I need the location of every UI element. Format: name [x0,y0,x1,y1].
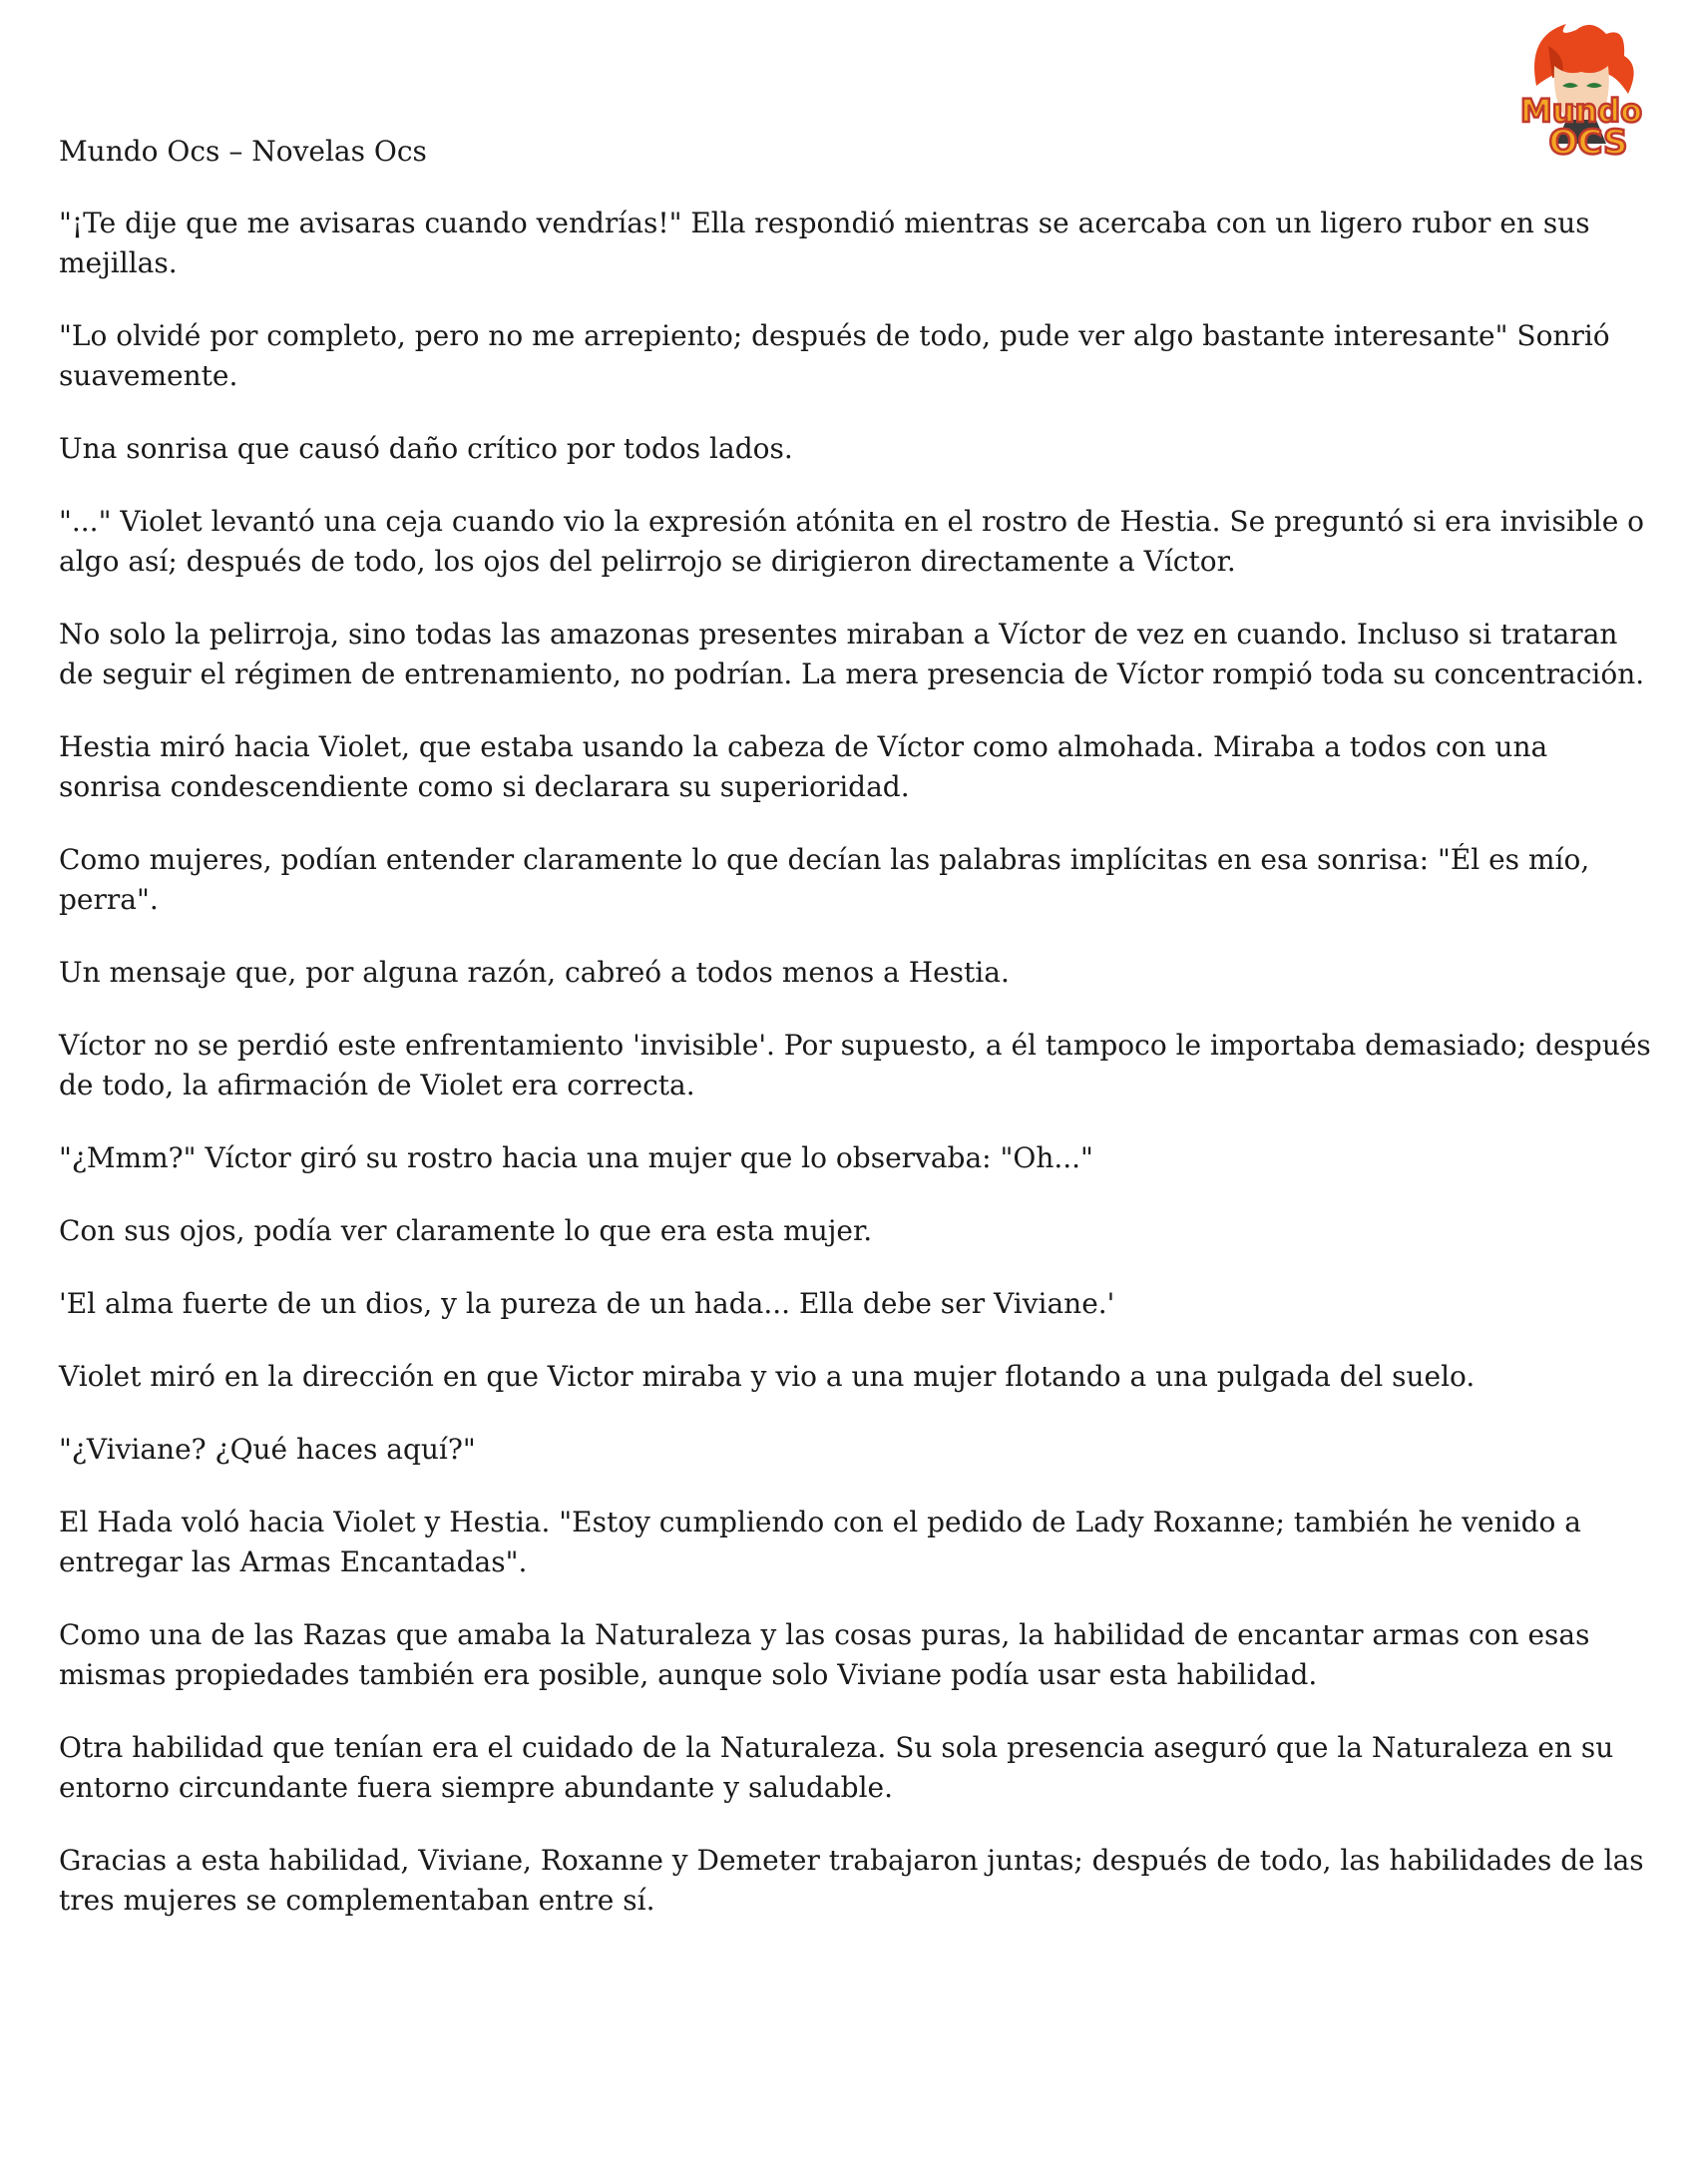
paragraph: No solo la pelirroja, sino todas las amazonas presentes miraban a Víctor de vez en cuando. Incluso si trataran de seguir el régimen de entrenamiento, no podrían. La mera presencia de Víctor rompió toda su concentración. [59,618,1645,690]
paragraph: Hestia miró hacia Violet, que estaba usando la cabeza de Víctor como almohada. Miraba a todos con una sonrisa condescendiente como si declarara su superioridad. [59,730,1548,803]
paragraph: Otra habilidad que tenían era el cuidado de la Naturaleza. Su sola presencia aseguró que la Naturaleza en su entorno circundante fuera siempre abundante y saludable. [59,1731,1614,1804]
paragraph: Un mensaje que, por alguna razón, cabreó a todos menos a Hestia. [59,956,1010,989]
paragraph: 'El alma fuerte de un dios, y la pureza de un hada... Ella debe ser Viviane.' [59,1287,1115,1320]
paragraph: "¡Te dije que me avisaras cuando vendrías!" Ella respondió mientras se acercaba con un ligero rubor en sus mejillas. [59,207,1590,279]
logo-text-ocs: OCS [1548,123,1628,163]
paragraph: El Hada voló hacia Violet y Hestia. "Estoy cumpliendo con el pedido de Lady Roxanne; también he venido a entregar las Armas Encantadas". [59,1506,1581,1578]
paragraph: "..." Violet levantó una ceja cuando vio la expresión atónita en el rostro de Hestia. Se preguntó si era invisible o algo así; después de todo, los ojos del pelirrojo se dirigieron directamente a Víctor. [59,505,1645,578]
paragraph: Víctor no se perdió este enfrentamiento 'invisible'. Por supuesto, a él tampoco le importaba demasiado; después de todo, la afirmación de Violet era correcta. [59,1029,1651,1101]
logo-text-mundo: Mundo [1519,92,1643,130]
paragraph: "Lo olvidé por completo, pero no me arrepiento; después de todo, pude ver algo bastante interesante" Sonrió suavemente. [59,319,1610,392]
paragraph: Gracias a esta habilidad, Viviane, Roxanne y Demeter trabajaron juntas; después de todo, las habilidades de las tres mujeres se complementaban entre sí. [59,1844,1644,1917]
paragraph: Con sus ojos, podía ver claramente lo que era esta mujer. [59,1214,873,1247]
paragraph: Como mujeres, podían entender claramente lo que decían las palabras implícitas en esa sonrisa: "Él es mío, perra". [59,843,1590,916]
paragraph: Violet miró en la dirección en que Victor miraba y vio a una mujer flotando a una pulgada del suelo. [59,1360,1476,1393]
paragraph: Como una de las Razas que amaba la Naturaleza y las cosas puras, la habilidad de encantar armas con esas mismas propiedades también era posible, aunque solo Viviane podía usar esta habilidad. [59,1618,1590,1691]
document-body [59,132,1655,1954]
page-header: Mundo Ocs – Novelas Ocs [59,135,427,168]
paragraph: "¿Viviane? ¿Qué haces aquí?" [59,1433,476,1466]
paragraph: "¿Mmm?" Víctor giró su rostro hacia una mujer que lo observaba: "Oh..." [59,1141,1093,1174]
paragraph: Una sonrisa que causó daño crítico por todos lados. [59,432,793,465]
